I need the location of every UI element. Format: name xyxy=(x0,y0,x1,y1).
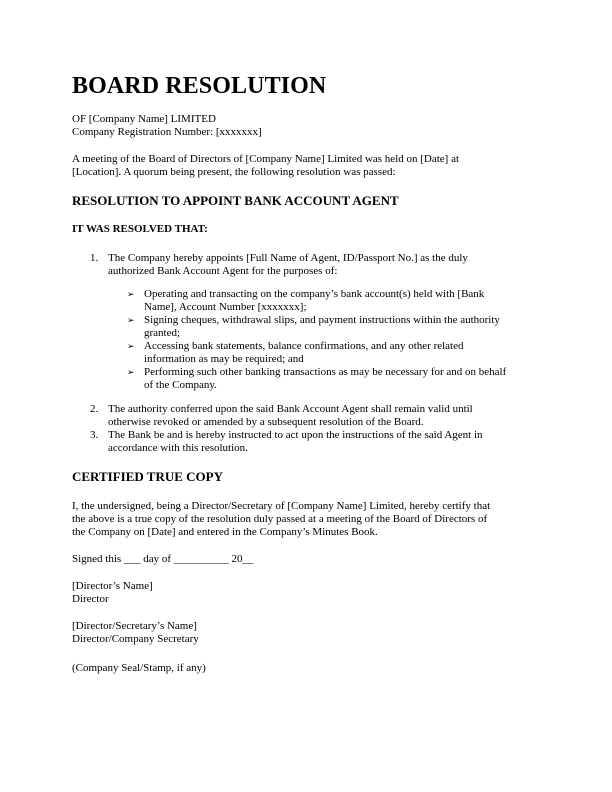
item-number: 3. xyxy=(90,429,99,441)
bullet-line: Operating and transacting on the company’s bank account(s) held with [Bank xyxy=(144,288,485,300)
purpose-bullet xyxy=(72,340,542,366)
resolved-heading: IT WAS RESOLVED THAT: xyxy=(72,223,208,235)
bullet-line: Performing such other banking transactions as may be necessary for and on behalf xyxy=(144,366,507,378)
arrow-bullet-icon: ➢ xyxy=(127,341,135,351)
resolution-heading: RESOLUTION TO APPOINT BANK ACCOUNT AGENT xyxy=(72,193,399,208)
bullet-line: Accessing bank statements, balance confirmations, and any other related xyxy=(144,340,464,352)
bullet-line: information as may be required; and xyxy=(144,353,304,365)
purpose-bullet xyxy=(72,314,542,340)
company-name-line: OF [Company Name] LIMITED xyxy=(72,113,216,125)
bullet-line: Name], Account Number [xxxxxxx]; xyxy=(144,301,307,313)
director-role: Director xyxy=(72,593,109,605)
company-seal-line: (Company Seal/Stamp, if any) xyxy=(72,662,206,674)
item-line: accordance with this resolution. xyxy=(108,442,248,454)
company-header xyxy=(72,113,542,139)
arrow-bullet-icon: ➢ xyxy=(127,315,135,325)
item-line: The authority conferred upon the said Bank Account Agent shall remain valid until xyxy=(108,403,473,415)
secretary-signature-block xyxy=(72,620,542,646)
item-number: 1. xyxy=(90,252,99,264)
resolution-item-3 xyxy=(72,429,542,455)
purpose-bullet xyxy=(72,288,542,314)
secretary-name: [Director/Secretary’s Name] xyxy=(72,620,197,632)
bullet-line: granted; xyxy=(144,327,181,339)
agent-purposes-list xyxy=(72,288,542,392)
arrow-bullet-icon: ➢ xyxy=(127,367,135,377)
certify-line: the Company on [Date] and entered in the Company’s Minutes Book. xyxy=(72,526,378,538)
resolution-item-2 xyxy=(72,403,542,429)
bullet-line: of the Company. xyxy=(144,379,217,391)
item-line: The Company hereby appoints [Full Name of Agent, ID/Passport No.] as the duly xyxy=(108,252,468,264)
director-name: [Director’s Name] xyxy=(72,580,153,592)
item-number: 2. xyxy=(90,403,99,415)
registration-number-line: Company Registration Number: [xxxxxxx] xyxy=(72,126,262,138)
document-title: BOARD RESOLUTION xyxy=(72,73,327,99)
certification-paragraph xyxy=(72,500,542,539)
secretary-role: Director/Company Secretary xyxy=(72,633,199,645)
resolution-item-1 xyxy=(72,252,542,278)
item-line: otherwise revoked or amended by a subsequent resolution of the Board. xyxy=(108,416,424,428)
director-signature-block xyxy=(72,580,542,606)
intro-line: A meeting of the Board of Directors of [Company Name] Limited was held on [Date] at xyxy=(72,153,460,165)
purpose-bullet xyxy=(72,366,542,392)
bullet-line: Signing cheques, withdrawal slips, and payment instructions within the authority xyxy=(144,314,500,326)
item-line: The Bank be and is hereby instructed to act upon the instructions of the said Agent in xyxy=(108,429,483,441)
arrow-bullet-icon: ➢ xyxy=(127,289,135,299)
intro-paragraph xyxy=(72,153,542,179)
certify-line: I, the undersigned, being a Director/Secretary of [Company Name] Limited, hereby certify that xyxy=(72,500,491,512)
certified-heading: CERTIFIED TRUE COPY xyxy=(72,469,223,484)
certify-line: the above is a true copy of the resolution duly passed at a meeting of the Board of Directors of xyxy=(72,513,488,525)
item-line: authorized Bank Account Agent for the purposes of: xyxy=(108,265,338,277)
signed-date-line: Signed this ___ day of __________ 20__ xyxy=(72,553,254,565)
intro-line: [Location]. A quorum being present, the following resolution was passed: xyxy=(72,166,396,178)
document-page xyxy=(72,72,542,675)
